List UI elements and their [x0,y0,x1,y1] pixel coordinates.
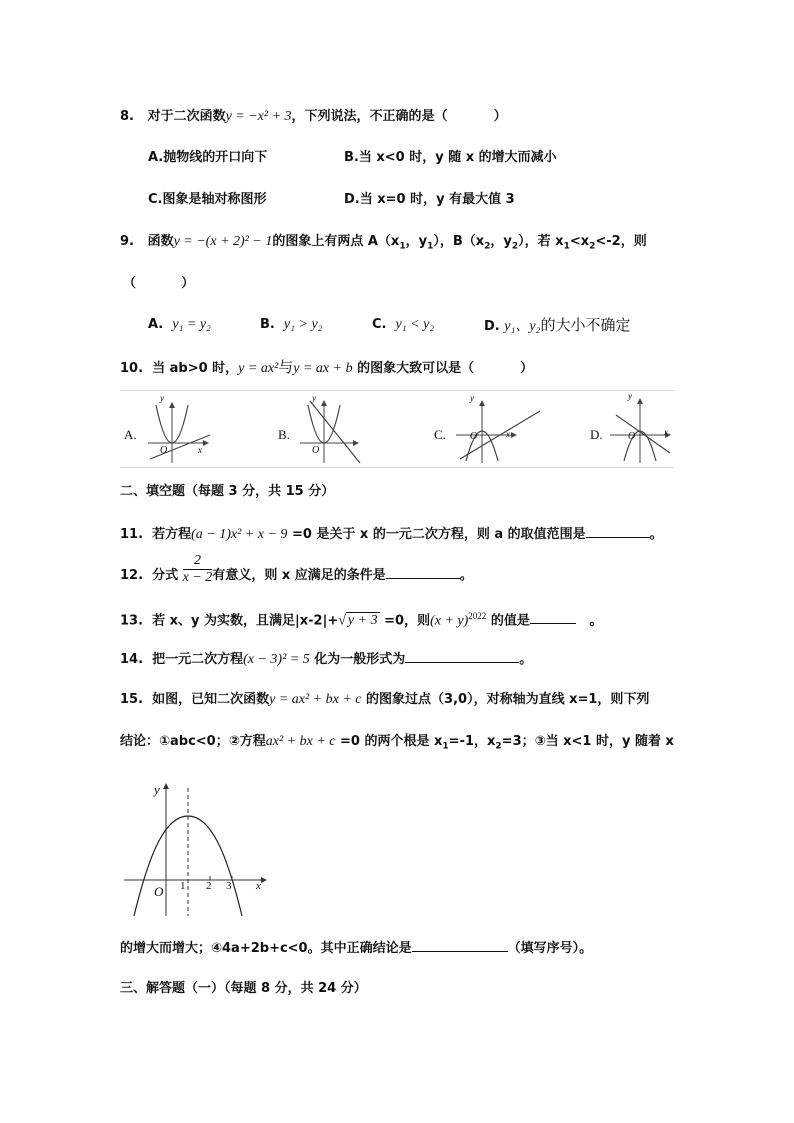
graph-c-x: x [506,429,510,439]
q9-number: 9. [120,234,134,249]
q15-line3-a: 的增大而增大；④4a+2b+c<0。其中正确结论是 [120,941,412,956]
q13-number: 13. [120,613,144,629]
q8-formula: y = −x² + 3 [225,109,292,124]
q9-text-e: ，y [490,234,512,249]
q8-number: 8. [120,109,134,124]
graph-c [456,401,540,463]
q15-formula: y = ax² + bx + c [269,692,362,707]
section-3-heading: 三、解答题（一）（每题 8 分，共 24 分） [120,981,367,996]
q8-option-b: B.当 x<0 时，y 随 x 的增大而减小 [344,150,557,165]
q15-line3-b: （填写序号）。 [507,941,593,956]
q9-option-d-formula: y₁、y₂ [504,319,541,334]
q10-paren-close: ） [520,361,534,376]
q13-sqrt: y + 3 [347,613,378,629]
q8-option-d: D.当 x=0 时，y 有最大值 3 [344,192,515,207]
q9-sub: 2 [589,241,596,252]
q9-answer-paren: （ ） [123,276,195,291]
q14-number: 14. [120,652,144,667]
q9-sub: 2 [511,241,519,252]
q11-formula: (a − 1)x² + x − 9 [191,527,288,542]
graph-a-label: A. [124,427,137,442]
graph-b [300,401,360,463]
q15-line2-b: =0 的两个根是 x [340,734,443,749]
q10-formula-b: y = ax + b [293,361,353,376]
q9-option-c [372,315,434,335]
q10-graphs [120,390,674,468]
graph-d-label: D. [590,427,603,442]
q10-number: 10. [120,361,144,376]
graph-a-x: x [198,445,202,455]
q9-sub: 1 [399,241,406,252]
q9-sub: 1 [563,241,570,252]
q15-axis-y: y [154,782,160,797]
q15-origin: O [154,884,164,899]
q9-sub: 1 [427,241,434,252]
graph-b-label: B. [278,427,290,442]
q14-blank[interactable] [405,648,519,663]
graph-c-label: C. [434,427,446,442]
q9-option-b [260,315,323,335]
graph-c-y: y [470,393,474,403]
q15-line2-d: =3；③当 x<1 时，y 随着 x [501,734,674,749]
q15-tick-3: 3 [226,880,232,892]
q15-sub: 1 [442,741,449,752]
q15-axis-x: x [256,880,261,892]
q9-option-d [484,315,630,337]
q9-option-b-label: B. [260,317,275,332]
q9-text-h: <-2，则 [595,234,647,249]
q14-text-b: 化为一般形式为 [314,652,406,667]
graph-a-y: y [160,393,164,403]
q15-line2-c: =-1，x [448,734,496,749]
q13-end: 。 [589,613,603,629]
q12-number: 12. [120,568,144,583]
q8-text-b: ，下列说法，不正确的是（ [291,109,448,124]
q14-text-a: 把一元二次方程 [152,652,244,667]
q9-option-c-label: C. [372,317,387,332]
q9-text-d: ），B（x [433,234,485,249]
q15-line2-a: 结论：①abc<0；②方程 [120,734,266,749]
q11-text-a: 若方程 [152,527,192,542]
q12-frac-num: 2 [183,553,213,570]
q9-option-a-label: A. [148,317,164,332]
q9-sub: 2 [484,241,491,252]
q15-tick-2: 2 [206,880,212,892]
q14-formula: (x − 3)² = 5 [243,652,310,667]
q9-text-g: <x [569,234,590,249]
q10-text-a: 当 ab>0 时， [152,361,239,376]
q15-tick-1: 1 [180,880,186,892]
graph-d-o: O [628,431,636,442]
question-12 [120,553,473,586]
q12-end: 。 [459,568,473,583]
q8-option-c: C.图象是轴对称图形 [148,192,267,207]
q12-fraction [183,553,213,586]
q12-text-b: 有意义，则 x 应满足的条件是 [212,568,386,583]
q9-text-b: 的图象上有两点 A（x [272,234,400,249]
question-13 [120,606,602,631]
question-10 [120,357,533,379]
q13-text-b: =0，则 [384,613,431,629]
q10-text-b: 的图象大致可以是（ [357,361,475,376]
q15-graph [120,780,270,920]
question-8 [120,107,507,127]
q15-graph-svg [120,780,270,920]
q8-paren-close: ） [493,109,507,124]
q8-option-a: A.抛物线的开口向下 [148,150,268,165]
graph-a-o: O [160,445,168,456]
question-15 [120,690,649,710]
q9-option-a [148,315,211,335]
q9-formula: y = −(x + 2)² − 1 [173,234,273,249]
q9-option-c-formula: y₁ < y₂ [395,317,435,332]
graph-d-x: x [664,427,668,437]
q15-number: 15. [120,692,144,707]
q13-blank[interactable] [530,609,576,624]
q9-option-b-formula: y₁ > y₂ [283,317,323,332]
q15-blank[interactable] [412,937,508,952]
question-11 [120,523,663,545]
q9-text-a: 函数 [147,234,174,249]
graph-b-y: y [312,393,316,403]
q11-blank[interactable] [586,523,650,538]
q13-formula: (x + y) [430,613,469,629]
q14-end: 。 [519,652,533,667]
q15-line2-formula: ax² + bx + c [265,734,336,749]
q9-text-f: ），若 x [518,234,564,249]
q12-frac-den: x − 2 [182,570,213,585]
q15-line-3 [120,937,592,959]
q9-text-c: ，y [405,234,428,249]
q8-text-a: 对于二次函数 [147,109,226,124]
q13-text-a: 若 x、y 为实数，且满足|x-2|+ [152,613,339,629]
q9-option-d-label: D. [484,319,500,334]
question-14 [120,648,532,670]
q13-text-c: 的值是 [490,613,530,629]
q13-sqrt-sign: √ [338,613,346,629]
q15-sub: 2 [495,741,502,752]
graph-b-o: O [312,445,320,456]
q9-option-d-text: 的大小不确定 [540,316,631,334]
q11-end: 。 [649,527,663,542]
q13-exp: 2022 [468,611,487,621]
graph-d [610,399,670,463]
question-9 [120,232,647,257]
q11-text-b: =0 是关于 x 的一元二次方程，则 a 的取值范围是 [291,527,586,542]
q11-number: 11. [120,527,144,542]
q10-text-yu: 与 [278,358,294,376]
graph-d-y: y [628,391,632,401]
section-2-heading: 二、填空题（每题 3 分，共 15 分） [120,484,335,499]
q12-text-a: 分式 [152,568,179,583]
q9-option-a-formula: y₁ = y₂ [172,317,211,332]
graph-c-o: O [470,431,478,442]
q15-line-2 [120,732,674,757]
q12-blank[interactable] [386,564,460,579]
q15-text-b: 的图象过点（3,0），对称轴为直线 x=1，则下列 [366,692,650,707]
q15-text-a: 如图，已知二次函数 [152,692,270,707]
q10-formula-a: y = ax² [238,361,279,376]
